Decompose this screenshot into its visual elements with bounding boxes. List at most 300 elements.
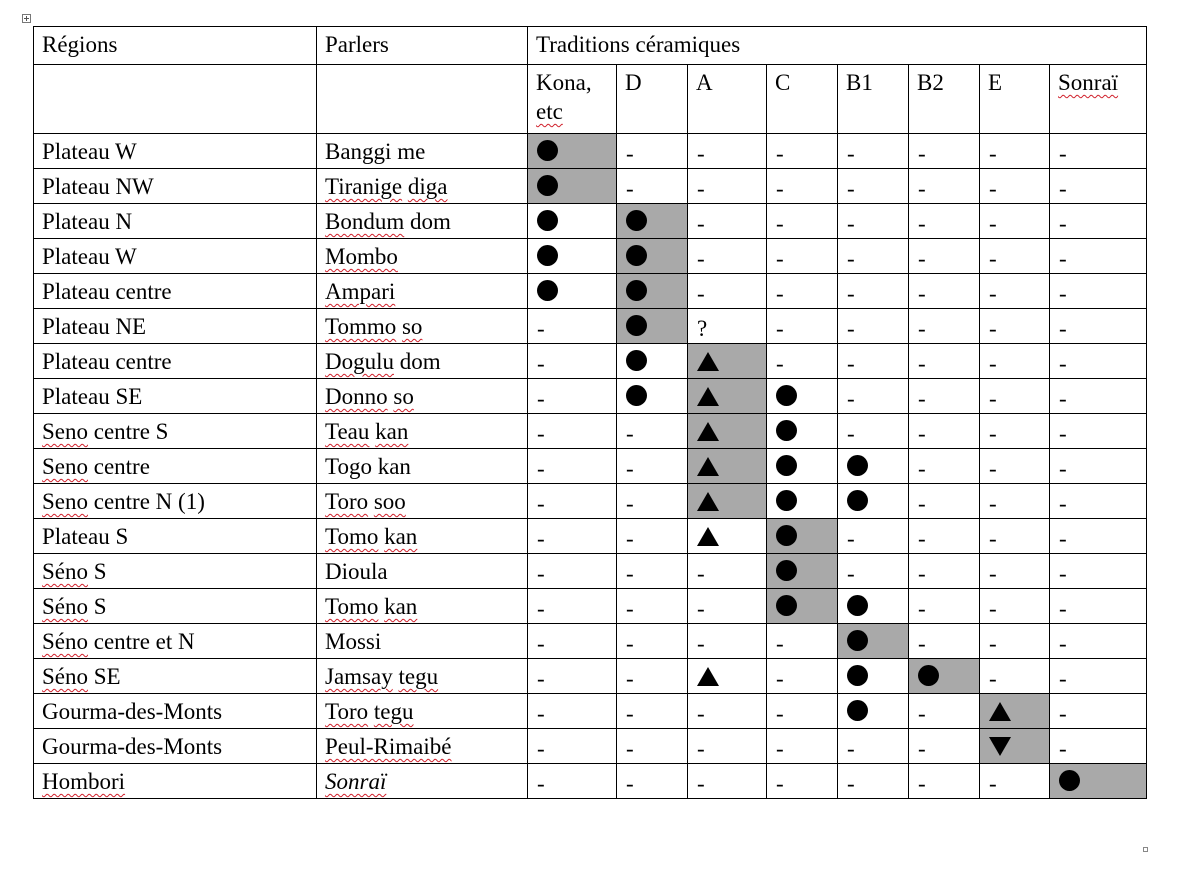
region-cell[interactable] (34, 554, 317, 589)
tradition-header-5[interactable] (838, 65, 909, 134)
tradition-cell[interactable] (688, 484, 767, 519)
tradition-cell[interactable] (980, 274, 1050, 309)
tradition-cell[interactable] (909, 344, 980, 379)
tradition-cell[interactable] (980, 449, 1050, 484)
region-text: Plateau NW (42, 174, 154, 199)
region-text: Seno centre N (1) (42, 489, 205, 514)
absent-mark: - (776, 351, 784, 376)
absent-mark: - (989, 526, 997, 551)
region-text: Plateau NE (42, 314, 147, 339)
tradition-cell[interactable] (528, 379, 617, 414)
tradition-cell[interactable] (528, 694, 617, 729)
tradition-cell[interactable] (528, 659, 617, 694)
region-cell[interactable] (34, 309, 317, 344)
tradition-header-1[interactable] (528, 65, 617, 134)
tradition-cell[interactable] (688, 309, 767, 344)
tradition-cell[interactable] (617, 519, 688, 554)
tradition-cell[interactable] (909, 309, 980, 344)
tradition-cell[interactable] (980, 309, 1050, 344)
region-cell[interactable] (34, 414, 317, 449)
region-cell[interactable] (34, 449, 317, 484)
table-row (34, 694, 1147, 729)
absent-mark: - (1059, 176, 1067, 201)
tradition-cell[interactable] (1050, 379, 1147, 414)
tradition-cell[interactable] (838, 694, 909, 729)
tradition-cell[interactable] (838, 239, 909, 274)
tradition-cell[interactable] (980, 624, 1050, 659)
table-row (34, 484, 1147, 519)
table-row (34, 239, 1147, 274)
tradition-cell[interactable] (528, 554, 617, 589)
absent-mark: - (1059, 596, 1067, 621)
subheader-empty-dialect[interactable] (317, 65, 528, 134)
tradition-cell[interactable] (838, 134, 909, 169)
tradition-cell[interactable] (980, 414, 1050, 449)
absent-mark: - (847, 211, 855, 236)
absent-mark: - (1059, 351, 1067, 376)
absent-mark: - (697, 246, 705, 271)
absent-mark: - (537, 526, 545, 551)
tradition-header-6[interactable] (909, 65, 980, 134)
absent-mark: - (918, 596, 926, 621)
tradition-cell[interactable] (838, 729, 909, 764)
tradition-cell[interactable] (528, 484, 617, 519)
absent-mark: - (989, 771, 997, 796)
dialect-cell[interactable] (317, 134, 528, 169)
absent-mark: - (626, 701, 634, 726)
table-row (34, 519, 1147, 554)
absent-mark: - (918, 211, 926, 236)
absent-mark: - (989, 246, 997, 271)
absent-mark: - (626, 736, 634, 761)
dialect-text: Toro soo (325, 489, 406, 514)
tradition-cell[interactable] (688, 659, 767, 694)
tradition-cell[interactable] (909, 449, 980, 484)
black-circle-icon (847, 665, 868, 686)
tradition-cell[interactable] (688, 589, 767, 624)
black-circle-icon (626, 385, 647, 406)
absent-mark: - (537, 666, 545, 691)
tradition-cell[interactable] (688, 344, 767, 379)
absent-mark: - (989, 281, 997, 306)
black-circle-icon (776, 455, 797, 476)
header-parlers[interactable]: Parlers (317, 27, 528, 65)
tradition-cell[interactable] (980, 239, 1050, 274)
table-row (34, 554, 1147, 589)
tradition-header-7[interactable] (980, 65, 1050, 134)
absent-mark: - (847, 141, 855, 166)
tradition-cell[interactable] (838, 274, 909, 309)
tradition-header-label: E (988, 70, 1003, 95)
dialect-cell[interactable] (317, 274, 528, 309)
tradition-cell[interactable] (1050, 589, 1147, 624)
tradition-cell[interactable] (1050, 169, 1147, 204)
table-row (34, 134, 1147, 169)
tradition-cell[interactable] (767, 134, 838, 169)
tradition-cell[interactable] (767, 449, 838, 484)
tradition-cell[interactable] (528, 589, 617, 624)
tradition-cell[interactable] (1050, 239, 1147, 274)
tradition-cell[interactable] (767, 659, 838, 694)
region-cell[interactable] (34, 624, 317, 659)
tradition-cell[interactable] (688, 239, 767, 274)
absent-mark: - (918, 701, 926, 726)
tradition-cell[interactable] (528, 169, 617, 204)
tradition-cell[interactable] (767, 589, 838, 624)
table-row (34, 309, 1147, 344)
absent-mark: - (626, 141, 634, 166)
tradition-cell[interactable] (1050, 344, 1147, 379)
tradition-cell[interactable] (980, 659, 1050, 694)
table-move-handle-icon[interactable] (22, 14, 31, 23)
tradition-cell[interactable] (980, 729, 1050, 764)
tradition-cell[interactable] (767, 764, 838, 799)
region-cell[interactable] (34, 729, 317, 764)
tradition-cell[interactable] (1050, 449, 1147, 484)
tradition-cell[interactable] (1050, 624, 1147, 659)
tradition-header-3[interactable] (688, 65, 767, 134)
tradition-cell[interactable] (838, 764, 909, 799)
tradition-cell[interactable] (528, 204, 617, 239)
table-row (34, 589, 1147, 624)
tradition-cell[interactable] (980, 764, 1050, 799)
tradition-cell[interactable] (528, 134, 617, 169)
region-text: Plateau centre (42, 349, 172, 374)
absent-mark: - (776, 211, 784, 236)
tradition-header-2[interactable] (617, 65, 688, 134)
tradition-cell[interactable] (909, 764, 980, 799)
region-text: Plateau W (42, 244, 137, 269)
absent-mark: - (697, 281, 705, 306)
table-row (34, 414, 1147, 449)
dialect-cell[interactable] (317, 764, 528, 799)
dialect-cell[interactable] (317, 519, 528, 554)
tradition-cell[interactable] (688, 624, 767, 659)
dialect-cell[interactable] (317, 659, 528, 694)
tradition-cell[interactable] (617, 589, 688, 624)
dialect-text: Ampari (325, 279, 396, 304)
absent-mark: - (537, 421, 545, 446)
region-cell[interactable] (34, 134, 317, 169)
tradition-cell[interactable] (528, 309, 617, 344)
tradition-cell[interactable] (688, 694, 767, 729)
tradition-cell[interactable] (688, 519, 767, 554)
tradition-cell[interactable] (909, 204, 980, 239)
absent-mark: - (1059, 456, 1067, 481)
dialect-cell[interactable] (317, 239, 528, 274)
dialect-text: Sonraï (325, 769, 387, 794)
tradition-cell[interactable] (909, 239, 980, 274)
tradition-cell[interactable] (617, 624, 688, 659)
dialect-cell[interactable] (317, 449, 528, 484)
absent-mark: - (1059, 491, 1067, 516)
tradition-cell[interactable] (767, 204, 838, 239)
dialect-cell[interactable] (317, 309, 528, 344)
black-circle-icon (847, 455, 868, 476)
region-cell[interactable] (34, 379, 317, 414)
tradition-cell[interactable] (980, 379, 1050, 414)
tradition-cell[interactable] (767, 729, 838, 764)
tradition-cell[interactable] (980, 169, 1050, 204)
region-text: Séno SE (42, 664, 121, 689)
dialect-text: Mossi (325, 629, 382, 654)
tradition-cell[interactable] (1050, 274, 1147, 309)
tradition-cell[interactable] (617, 449, 688, 484)
tradition-cell[interactable] (528, 764, 617, 799)
tradition-cell[interactable] (909, 414, 980, 449)
tradition-cell[interactable] (688, 414, 767, 449)
subheader-empty-region[interactable] (34, 65, 317, 134)
tradition-cell[interactable] (909, 589, 980, 624)
tradition-cell[interactable] (617, 764, 688, 799)
dialect-cell[interactable] (317, 624, 528, 659)
tradition-cell[interactable] (528, 239, 617, 274)
absent-mark: - (626, 596, 634, 621)
tradition-cell[interactable] (617, 204, 688, 239)
region-cell[interactable] (34, 694, 317, 729)
black-circle-icon (537, 140, 558, 161)
tradition-cell[interactable] (617, 274, 688, 309)
black-circle-icon (776, 385, 797, 406)
tradition-cell[interactable] (909, 274, 980, 309)
black-up-triangle-icon (697, 667, 719, 686)
tradition-cell[interactable] (838, 449, 909, 484)
tradition-cell[interactable] (909, 379, 980, 414)
ceramic-traditions-table (33, 26, 1147, 799)
dialect-text: Banggi me (325, 139, 426, 164)
tradition-cell[interactable] (838, 204, 909, 239)
tradition-cell[interactable] (909, 519, 980, 554)
absent-mark: - (989, 456, 997, 481)
tradition-cell[interactable] (909, 484, 980, 519)
absent-mark: - (847, 561, 855, 586)
tradition-cell[interactable] (1050, 554, 1147, 589)
dialect-text: Teau kan (325, 419, 409, 444)
tradition-cell[interactable] (980, 589, 1050, 624)
tradition-cell[interactable] (838, 484, 909, 519)
tradition-cell[interactable] (980, 694, 1050, 729)
region-text: Séno S (42, 594, 107, 619)
tradition-cell[interactable] (688, 169, 767, 204)
tradition-cell[interactable] (980, 344, 1050, 379)
tradition-cell[interactable] (1050, 694, 1147, 729)
tradition-cell[interactable] (980, 204, 1050, 239)
tradition-cell[interactable] (909, 554, 980, 589)
tradition-header-8[interactable] (1050, 65, 1147, 134)
tradition-cell[interactable] (767, 274, 838, 309)
tradition-cell[interactable] (909, 659, 980, 694)
tradition-cell[interactable] (767, 169, 838, 204)
tradition-cell[interactable] (617, 659, 688, 694)
tradition-cell[interactable] (688, 449, 767, 484)
dialect-text: Bondum dom (325, 209, 451, 234)
tradition-cell[interactable] (617, 484, 688, 519)
absent-mark: - (776, 701, 784, 726)
absent-mark: - (918, 351, 926, 376)
tradition-cell[interactable] (838, 589, 909, 624)
region-text: Seno centre (42, 454, 150, 479)
region-cell[interactable] (34, 484, 317, 519)
black-circle-icon (776, 490, 797, 511)
absent-mark: - (626, 561, 634, 586)
header-traditions[interactable]: Traditions céramiques (528, 27, 1147, 65)
region-cell[interactable] (34, 274, 317, 309)
black-circle-icon (626, 245, 647, 266)
tradition-cell[interactable] (1050, 729, 1147, 764)
absent-mark: - (697, 631, 705, 656)
tradition-cell[interactable] (528, 729, 617, 764)
dialect-cell[interactable] (317, 554, 528, 589)
absent-mark: - (847, 386, 855, 411)
tradition-cell[interactable] (909, 134, 980, 169)
tradition-cell[interactable] (838, 554, 909, 589)
tradition-cell[interactable] (767, 239, 838, 274)
tradition-cell[interactable] (767, 344, 838, 379)
region-cell[interactable] (34, 344, 317, 379)
tradition-cell[interactable] (767, 309, 838, 344)
absent-mark: - (1059, 666, 1067, 691)
tradition-header-4[interactable] (767, 65, 838, 134)
tradition-cell[interactable] (617, 379, 688, 414)
tradition-cell[interactable] (980, 484, 1050, 519)
dialect-cell[interactable] (317, 729, 528, 764)
tradition-cell[interactable] (767, 379, 838, 414)
tradition-cell[interactable] (1050, 764, 1147, 799)
absent-mark: - (918, 771, 926, 796)
region-cell[interactable] (34, 239, 317, 274)
tradition-cell[interactable] (528, 624, 617, 659)
absent-mark: - (697, 211, 705, 236)
tradition-cell[interactable] (617, 414, 688, 449)
tradition-cell[interactable] (1050, 519, 1147, 554)
tradition-cell[interactable] (1050, 309, 1147, 344)
table-resize-handle-icon[interactable] (1143, 847, 1148, 852)
tradition-cell[interactable] (838, 659, 909, 694)
tradition-cell[interactable] (909, 624, 980, 659)
absent-mark: - (626, 526, 634, 551)
tradition-cell[interactable] (688, 379, 767, 414)
region-cell[interactable] (34, 589, 317, 624)
tradition-cell[interactable] (909, 169, 980, 204)
tradition-cell[interactable] (980, 134, 1050, 169)
dialect-cell[interactable] (317, 414, 528, 449)
tradition-cell[interactable] (1050, 204, 1147, 239)
tradition-cell[interactable] (838, 379, 909, 414)
tradition-cell[interactable] (838, 309, 909, 344)
tradition-cell[interactable] (767, 414, 838, 449)
region-cell[interactable] (34, 169, 317, 204)
region-text: Plateau N (42, 209, 133, 234)
tradition-cell[interactable] (617, 134, 688, 169)
absent-mark: - (776, 246, 784, 271)
absent-mark: - (626, 456, 634, 481)
tradition-cell[interactable] (617, 729, 688, 764)
tradition-cell[interactable] (617, 344, 688, 379)
absent-mark: - (537, 771, 545, 796)
dialect-cell[interactable] (317, 694, 528, 729)
absent-mark: - (847, 526, 855, 551)
absent-mark: - (918, 561, 926, 586)
absent-mark: - (989, 316, 997, 341)
black-circle-icon (537, 175, 558, 196)
tradition-cell[interactable] (617, 554, 688, 589)
tradition-cell[interactable] (767, 624, 838, 659)
tradition-cell[interactable] (838, 169, 909, 204)
absent-mark: - (989, 491, 997, 516)
absent-mark: - (626, 176, 634, 201)
tradition-cell[interactable] (767, 554, 838, 589)
table-row (34, 169, 1147, 204)
tradition-cell[interactable] (838, 519, 909, 554)
tradition-cell[interactable] (528, 274, 617, 309)
tradition-cell[interactable] (838, 344, 909, 379)
tradition-cell[interactable] (909, 694, 980, 729)
black-circle-icon (847, 490, 868, 511)
black-circle-icon (626, 280, 647, 301)
tradition-cell[interactable] (767, 484, 838, 519)
tradition-cell[interactable] (528, 449, 617, 484)
dialect-cell[interactable] (317, 169, 528, 204)
region-cell[interactable] (34, 519, 317, 554)
dialect-cell[interactable] (317, 484, 528, 519)
region-cell[interactable] (34, 764, 317, 799)
absent-mark: - (537, 316, 545, 341)
dialect-cell[interactable] (317, 204, 528, 239)
dialect-cell[interactable] (317, 589, 528, 624)
table-row (34, 624, 1147, 659)
black-up-triangle-icon (697, 352, 719, 371)
absent-mark: - (989, 141, 997, 166)
tradition-cell[interactable] (1050, 414, 1147, 449)
absent-mark: - (918, 386, 926, 411)
tradition-cell[interactable] (528, 519, 617, 554)
dialect-cell[interactable] (317, 344, 528, 379)
tradition-cell[interactable] (688, 274, 767, 309)
dialect-cell[interactable] (317, 379, 528, 414)
tradition-cell[interactable] (688, 764, 767, 799)
region-cell[interactable] (34, 659, 317, 694)
tradition-header-line: etc (536, 99, 563, 124)
tradition-cell[interactable] (838, 414, 909, 449)
dialect-text: Toro tegu (325, 699, 414, 724)
tradition-cell[interactable] (528, 414, 617, 449)
tradition-cell[interactable] (617, 309, 688, 344)
tradition-cell[interactable] (617, 694, 688, 729)
region-text: Séno S (42, 559, 107, 584)
absent-mark: - (537, 701, 545, 726)
region-cell[interactable] (34, 204, 317, 239)
table-row (34, 344, 1147, 379)
tradition-cell[interactable] (688, 554, 767, 589)
tradition-cell[interactable] (688, 729, 767, 764)
tradition-cell[interactable] (617, 239, 688, 274)
tradition-cell[interactable] (688, 134, 767, 169)
tradition-cell[interactable] (1050, 659, 1147, 694)
tradition-cell[interactable] (767, 519, 838, 554)
tradition-cell[interactable] (838, 624, 909, 659)
tradition-cell[interactable] (528, 344, 617, 379)
tradition-cell[interactable] (688, 204, 767, 239)
tradition-cell[interactable] (980, 554, 1050, 589)
header-regions[interactable]: Régions (34, 27, 317, 65)
tradition-cell[interactable] (1050, 134, 1147, 169)
tradition-cell[interactable] (909, 729, 980, 764)
tradition-cell[interactable] (767, 694, 838, 729)
absent-mark: - (918, 246, 926, 271)
tradition-cell[interactable] (1050, 484, 1147, 519)
tradition-cell[interactable] (617, 169, 688, 204)
tradition-cell[interactable] (980, 519, 1050, 554)
